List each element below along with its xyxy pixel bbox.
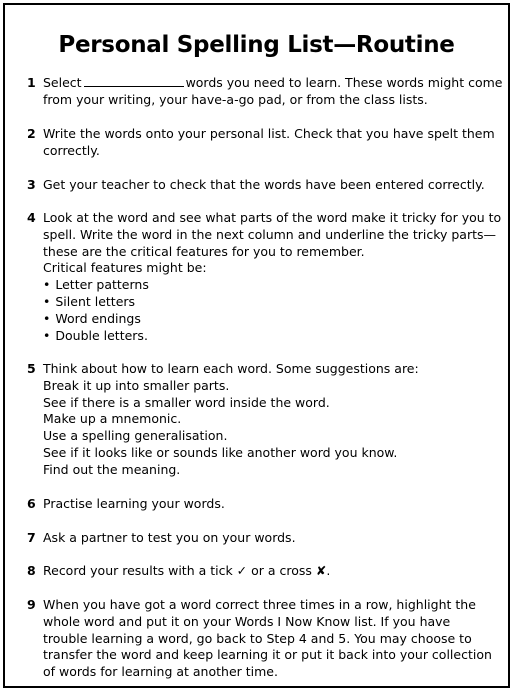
page-frame	[3, 3, 510, 688]
step-6	[27, 496, 502, 513]
step-4	[27, 210, 502, 344]
step-line: from your writing, your have-a-go pad, or from the class lists.	[43, 91, 428, 107]
step-line: Look at the word and see what parts of the word make it tricky for you to	[43, 210, 502, 225]
step-line: correctly.	[43, 142, 100, 158]
step-7	[27, 530, 502, 547]
step-line: Find out the meaning.	[43, 461, 181, 477]
step-line: See if it looks like or sounds like another word you know.	[43, 444, 398, 460]
step-1	[27, 75, 502, 109]
step-line: Critical features might be:	[43, 260, 207, 276]
step-line: Get your teacher to check that the words have been entered correctly.	[43, 177, 485, 192]
step-9	[27, 597, 502, 681]
step-line: Practise learning your words.	[43, 496, 225, 511]
bullet-item: • Word endings	[43, 311, 502, 328]
step-line: Make up a mnemonic.	[43, 411, 182, 427]
bullet-item: • Silent letters	[43, 294, 502, 311]
page-title: Personal Spelling List—Routine	[58, 32, 455, 58]
step-line: Ask a partner to test you on your words.	[43, 530, 296, 545]
step-line: of words for learning at another time.	[43, 664, 278, 680]
step-number: 5	[27, 361, 36, 376]
fill-in-blank	[84, 75, 184, 87]
step-2	[27, 126, 502, 160]
step-number: 3	[27, 177, 36, 192]
step-text: Select	[43, 75, 82, 90]
step-number: 7	[27, 530, 36, 545]
step-line: whole word and put it on your Words I Now Know list. If you have	[43, 613, 451, 629]
step-number: 8	[27, 563, 36, 578]
step-line: spell. Write the word in the next column and underline the tricky parts—	[43, 226, 497, 242]
step-number: 2	[27, 126, 36, 141]
step-line: transfer the word and keep learning it or put it back into your collection	[43, 647, 492, 663]
bullet-item: • Letter patterns	[43, 277, 502, 294]
step-line: Use a spelling generalisation.	[43, 428, 228, 444]
step-line: Break it up into smaller parts.	[43, 377, 230, 393]
step-line: Think about how to learn each word. Some suggestions are:	[43, 361, 419, 376]
step-line: See if there is a smaller word inside the word.	[43, 394, 330, 410]
step-3	[27, 177, 502, 194]
step-text: words you need to learn. These words might come	[185, 75, 503, 90]
step-number: 6	[27, 496, 36, 511]
step-number: 4	[27, 210, 36, 225]
step-8	[27, 563, 502, 580]
step-line: Record your results with a tick ✓ or a cross ✘.	[43, 563, 331, 578]
step-line: Write the words onto your personal list. Check that you have spelt them	[43, 126, 495, 141]
step-line: these are the critical features for you to remember.	[43, 243, 365, 259]
bullet-item: • Double letters.	[43, 328, 502, 345]
step-number: 1	[27, 75, 36, 90]
step-number: 9	[27, 597, 36, 612]
step-line: When you have got a word correct three times in a row, highlight the	[43, 597, 476, 612]
step-line: trouble learning a word, go back to Step 4 and 5. You may choose to	[43, 630, 472, 646]
step-5	[27, 361, 502, 479]
step-line	[43, 75, 502, 92]
